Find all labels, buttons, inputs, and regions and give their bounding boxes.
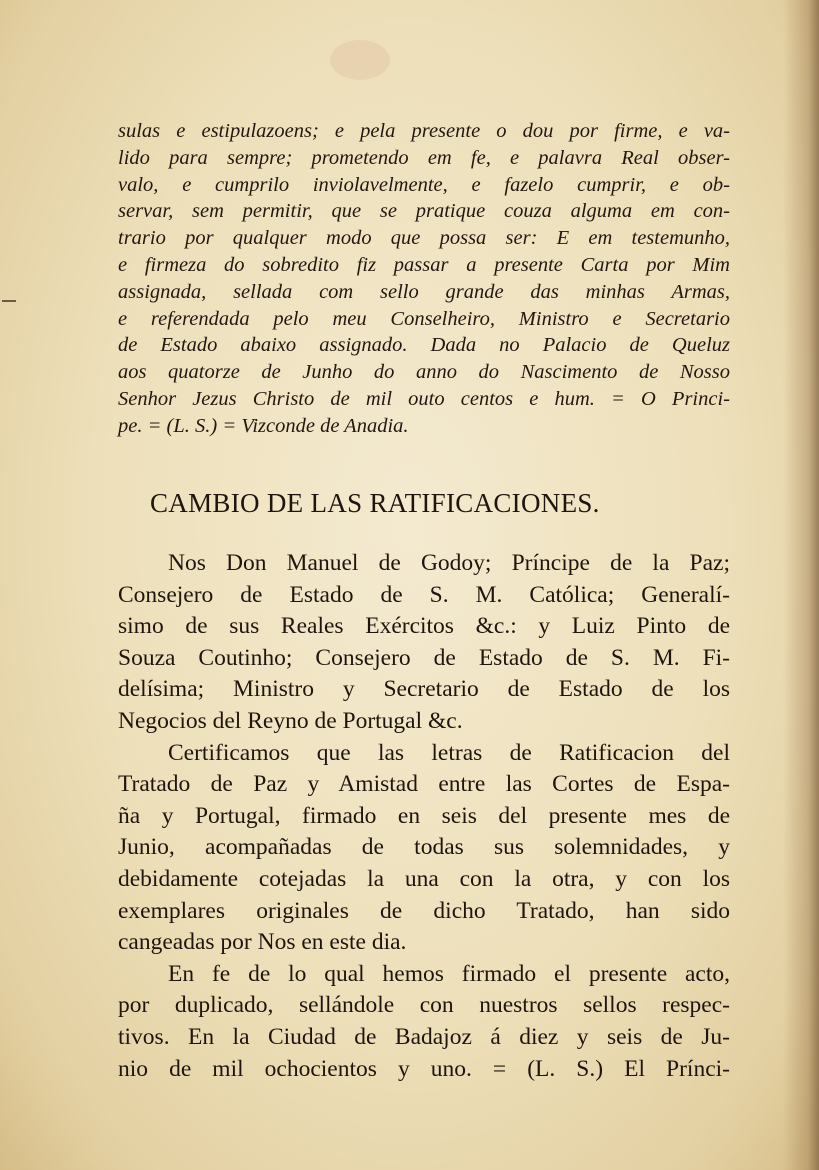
page-edge-shadow bbox=[783, 0, 819, 1170]
text-line: Nos Don Manuel de Godoy; Príncipe de la Paz; bbox=[168, 550, 730, 576]
text-line: Tratado de Paz y Amistad entre las Cortes de Espa- bbox=[118, 771, 730, 798]
text-line: Consejero de Estado de S. M. Católica; Generalí- bbox=[118, 581, 730, 608]
paper-stain bbox=[330, 40, 390, 80]
text-line: debidamente cotejadas la una con la otra, y con los bbox=[118, 865, 730, 892]
text-line: e firmeza do sobredito fiz passar a presente Carta por Mim bbox=[118, 253, 730, 276]
text-line: ña y Portugal, firmado en seis del presente mes de bbox=[118, 802, 730, 829]
text-line: simo de sus Reales Exércitos &c.: y Luiz Pinto de bbox=[118, 613, 730, 640]
text-line: aos quatorze de Junho do anno do Nascimento de Nosso bbox=[118, 361, 730, 384]
text-line: trario por qualquer modo que possa ser: E em testemunho, bbox=[118, 227, 730, 250]
text-line: nio de mil ochocientos y uno. = (L. S.) El Prínci- bbox=[118, 1055, 730, 1082]
text-line: e referendada pelo meu Conselheiro, Ministro e Secretario bbox=[118, 307, 730, 330]
text-line: assignada, sellada com sello grande das minhas Armas, bbox=[118, 280, 730, 303]
text-line: Junio, acompañadas de todas sus solemnidades, y bbox=[118, 834, 730, 861]
text-line: pe. = (L. S.) = Vizconde de Anadia. bbox=[118, 414, 409, 437]
text-line: exemplares originales de dicho Tratado, han sido bbox=[118, 897, 730, 924]
text-line: servar, sem permitir, que se pratique couza alguma em con- bbox=[118, 200, 730, 223]
portuguese-closing-text bbox=[118, 118, 730, 440]
text-line: En fe de lo qual hemos firmado el presente acto, bbox=[168, 960, 730, 987]
text-line: valo, e cumprilo inviolavelmente, e fazelo cumprir, e ob- bbox=[118, 173, 730, 196]
text-line: Negocios del Reyno de Portugal &c. bbox=[118, 707, 463, 734]
margin-mark bbox=[2, 300, 16, 302]
text-line: Souza Coutinho; Consejero de Estado de S. M. Fi- bbox=[118, 644, 730, 671]
text-line: Certificamos que las letras de Ratificacion del bbox=[168, 739, 730, 766]
text-line: delísima; Ministro y Secretario de Estado de los bbox=[118, 676, 730, 703]
text-line: de Estado abaixo assignado. Dada no Palacio de Queluz bbox=[118, 334, 730, 357]
section-heading: CAMBIO DE LAS RATIFICACIONES. bbox=[150, 488, 600, 518]
text-line: tivos. En la Ciudad de Badajoz á diez y seis de Ju- bbox=[118, 1023, 730, 1050]
text-line: Senhor Jezus Christo de mil outo centos e hum. = O Princi- bbox=[118, 387, 730, 410]
text-line: lido para sempre; prometendo em fe, e palavra Real obser- bbox=[118, 146, 730, 169]
text-line: cangeadas por Nos en este dia. bbox=[118, 929, 407, 956]
text-line: sulas e estipulazoens; e pela presente o dou por firme, e va- bbox=[118, 120, 730, 142]
text-line: por duplicado, sellándole con nuestros sellos respec- bbox=[118, 992, 730, 1019]
spanish-ratification-text bbox=[118, 548, 730, 1085]
